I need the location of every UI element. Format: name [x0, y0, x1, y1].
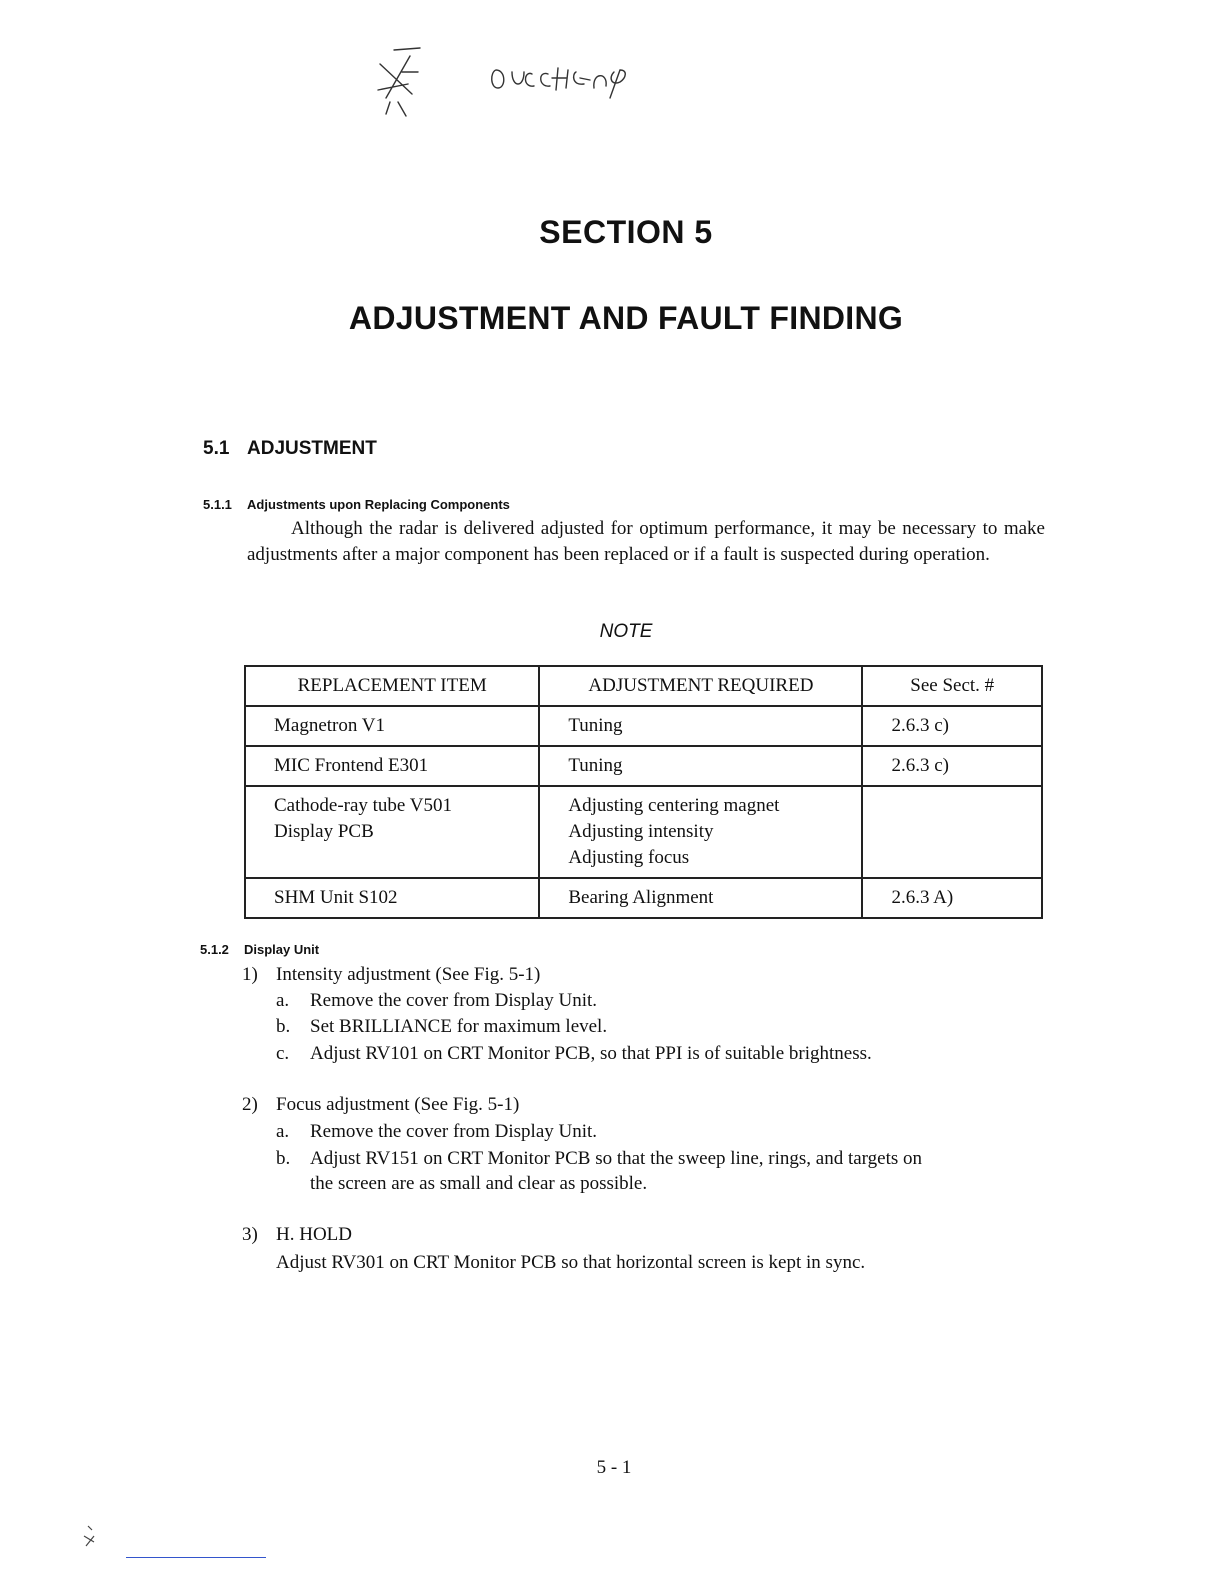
step-letter: b.	[276, 1016, 291, 1037]
table-cell-adjustment-line: Adjusting centering magnet	[568, 795, 780, 816]
list-item-number: 2)	[242, 1094, 258, 1115]
step-text: Adjust RV151 on CRT Monitor PCB so that the sweep line, rings, and targets on	[310, 1148, 923, 1169]
table-cell-item: Magnetron V1	[245, 706, 539, 746]
table-cell-adjustment-line: Adjusting intensity	[568, 821, 714, 842]
table-cell-adjustment-line: Adjusting focus	[568, 847, 690, 868]
heading-5-1-2-title: Display Unit	[244, 942, 320, 957]
heading-5-1-1	[203, 497, 510, 512]
step-text: Adjust RV101 on CRT Monitor PCB, so that PPI is of suitable brightness.	[310, 1043, 872, 1064]
heading-5-1	[203, 438, 377, 460]
list-item-title: H. HOLD	[276, 1224, 352, 1245]
note-label: NOTE	[599, 621, 653, 642]
list-item-number: 1)	[242, 964, 258, 985]
table-row	[245, 706, 1042, 746]
table-row	[245, 746, 1042, 786]
step-text: Remove the cover from Display Unit.	[310, 1121, 598, 1142]
stray-scan-mark	[78, 1522, 102, 1552]
list-item-title: Intensity adjustment (See Fig. 5-1)	[276, 964, 541, 985]
table-header-see-sect: See Sect. #	[862, 666, 1042, 706]
table-cell-item	[245, 786, 539, 878]
table-cell-sect: 2.6.3 c)	[862, 746, 1042, 786]
step-letter: b.	[276, 1148, 291, 1169]
list-item-title: Focus adjustment (See Fig. 5-1)	[276, 1094, 520, 1115]
intro-paragraph	[247, 516, 1045, 568]
heading-5-1-1-number: 5.1.1	[203, 497, 232, 512]
table-cell-adjustment: Tuning	[539, 746, 862, 786]
list-item-text: Adjust RV301 on CRT Monitor PCB so that horizontal screen is kept in sync.	[276, 1252, 866, 1273]
handwritten-code	[512, 68, 625, 98]
table-cell-adjustment: Tuning	[539, 706, 862, 746]
table-header-row	[245, 666, 1042, 706]
table-cell-item-line: Cathode-ray tube V501	[274, 795, 452, 816]
adjustment-table	[244, 665, 1043, 919]
step-letter: a.	[276, 990, 290, 1011]
table-cell-item: MIC Frontend E301	[245, 746, 539, 786]
heading-5-1-number: 5.1	[203, 438, 230, 459]
step-letter: a.	[276, 1121, 290, 1142]
heading-5-1-title: ADJUSTMENT	[247, 438, 377, 459]
table-cell-item-line: Display PCB	[274, 821, 374, 842]
table-cell-sect: 2.6.3 c)	[862, 706, 1042, 746]
intro-paragraph-text: Although the radar is delivered adjusted for optimum performance, it may be necessary to make adjustments after a major component has been replaced or if a fault is suspected during operation.	[247, 518, 1045, 565]
table-row	[245, 878, 1042, 918]
handwritten-x-mark	[378, 48, 420, 116]
table-cell-adjustment: Bearing Alignment	[539, 878, 862, 918]
handwritten-annotation	[372, 42, 662, 122]
handwritten-o	[492, 70, 504, 88]
step-letter: c.	[276, 1043, 290, 1064]
heading-5-1-1-title: Adjustments upon Replacing Components	[247, 497, 510, 512]
page-number: 5 - 1	[596, 1457, 632, 1478]
table-header-adjustment-required: ADJUSTMENT REQUIRED	[539, 666, 862, 706]
heading-5-1-2-number: 5.1.2	[200, 942, 229, 957]
list-item-number: 3)	[242, 1224, 258, 1245]
section-title: ADJUSTMENT AND FAULT FINDING	[348, 300, 904, 336]
table-row	[245, 786, 1042, 878]
table-cell-adjustment	[539, 786, 862, 878]
table-cell-sect: 2.6.3 A)	[862, 878, 1042, 918]
step-text-continuation: the screen are as small and clear as possible.	[310, 1173, 648, 1194]
table-header-replacement-item: REPLACEMENT ITEM	[245, 666, 539, 706]
table-cell-sect	[862, 786, 1042, 878]
heading-5-1-2	[200, 942, 319, 957]
step-text: Set BRILLIANCE for maximum level.	[310, 1016, 608, 1037]
table-cell-item: SHM Unit S102	[245, 878, 539, 918]
step-text: Remove the cover from Display Unit.	[310, 990, 598, 1011]
section-number: SECTION 5	[539, 214, 713, 250]
scan-edge-line	[126, 1557, 266, 1558]
